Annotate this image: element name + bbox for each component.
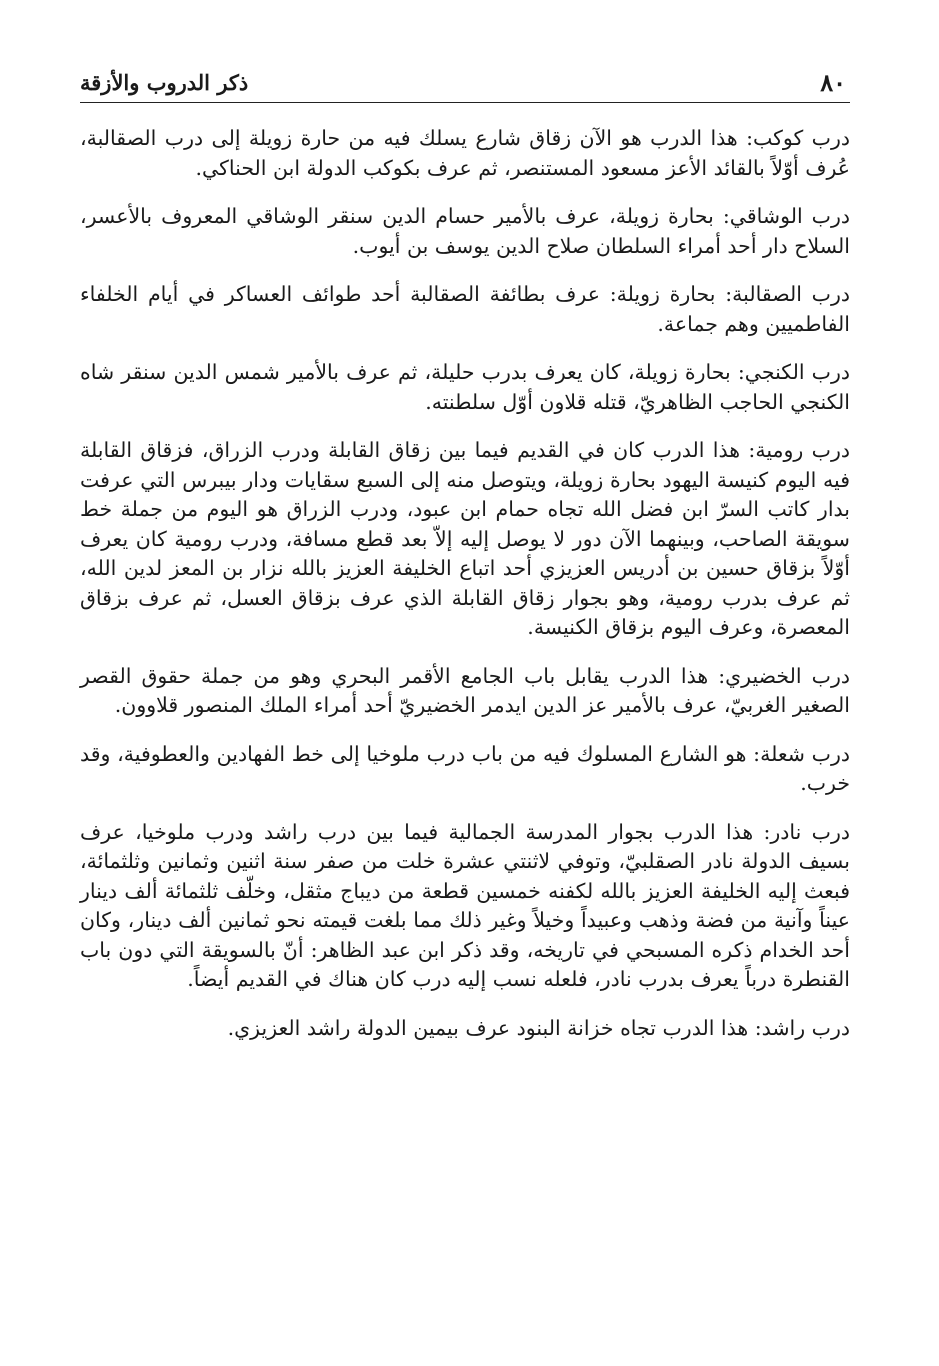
entry-darb-nadir: درب نادر: هذا الدرب بجوار المدرسة الجمالية فيما بين درب راشد ودرب ملوخيا، عرف بسيف الدولة نادر الصقلبيّ، وتوفي لاثنتي عشرة خلت من صفر سنة اثنين وثمانين وثلثمائة، فبعث إليه الخليفة العزيز بالله لكفنه خمسين قطعة من ديباج مثقل، وخلّف ثلثمائة ألف دينار عيناً وآنية من فضة وذهب وعبيداً وخيلاً وغير ذلك مما بلغت قيمته نحو ثمانين ألف دينار، وكان أحد الخدام ذكره المسبحي في تاريخه، وقد ذكر ابن عبد الظاهر: أنّ بالسويقة التي دون باب القنطرة درباً يعرف بدرب نادر، فلعله نسب إليه درب كان هناك في القديم أيضاً. (80, 819, 850, 991)
page-body (80, 124, 850, 1043)
entry-darb-al-wishaqi: درب الوشاقي: بحارة زويلة، عرف بالأمير حسام الدين سنقر الوشاقي المعروف بالأعسر، السلاح دار أحد أمراء السلطان صلاح الدين يوسف بن أيوب. (80, 204, 850, 258)
entry-darb-rumiya: درب رومية: هذا الدرب كان في القديم فيما بين زقاق القابلة ودرب الزراق، فزقاق القابلة فيه اليوم كنيسة اليهود بحارة زويلة، ويتوصل منه إلى السبع سقايات ودار بيبرس التي عرفت بدار كاتب السرّ ابن فضل الله تجاه حمام ابن عبود، ودرب الزراق هو اليوم من جملة خط سويقة الصاحب، وبينهما الآن دور لا يوصل إليه إلاّ بعد قطع مسافة، ودرب رومية كان يعرف أوّلاً بزقاق حسين بن أدريس العزيزي أحد اتباع الخليفة العزيز بالله نزار بن المعز لدين الله، ثم عرف بدرب رومية، وهو بجوار زقاق القابلة الذي عرف بزقاق العسل، ثم عرف بزقاق المعصرة، وعرف اليوم بزقاق الكنيسة. (80, 438, 850, 639)
entry-darb-rashid: درب راشد: هذا الدرب تجاه خزانة البنود عرف بيمين الدولة راشد العزيزي. (227, 1015, 850, 1040)
entry-darb-al-kanji: درب الكنجي: بحارة زويلة، كان يعرف بدرب حليلة، ثم عرف بالأمير شمس الدين سنقر شاه الكنجي الحاجب الظاهريّ، قتله قلاون أوّل سلطنته. (80, 360, 850, 414)
entry-darb-al-saqaliba: درب الصقالبة: بحارة زويلة: عرف بطائفة الصقالبة أحد طوائف العساكر في أيام الخلفاء الفاطميين وهم جماعة. (80, 282, 850, 336)
running-title: ذكر الدروب والأزقة (80, 69, 249, 95)
page-header (80, 62, 850, 103)
entry-darb-shula: درب شعلة: هو الشارع المسلوك فيه من باب درب ملوخيا إلى خط الفهادين والعطوفية، وقد خرب. (80, 741, 850, 795)
entry-darb-al-khudayri: درب الخضيري: هذا الدرب يقابل باب الجامع الأقمر البحري وهو من جملة حقوق القصر الصغير الغربيّ، عرف بالأمير عز الدين ايدمر الخضيريّ أحد أمراء الملك المنصور قلاوون. (80, 663, 850, 717)
entry-darb-kawkab: درب كوكب: هذا الدرب هو الآن زقاق شارع يسلك فيه من حارة زويلة إلى درب الصقالبة، عُرف أوّلاً بالقائد الأعز مسعود المستنصر، ثم عرف بكوكب الدولة ابن الحناكي. (80, 126, 850, 180)
page-number: ٨٠ (820, 67, 846, 97)
